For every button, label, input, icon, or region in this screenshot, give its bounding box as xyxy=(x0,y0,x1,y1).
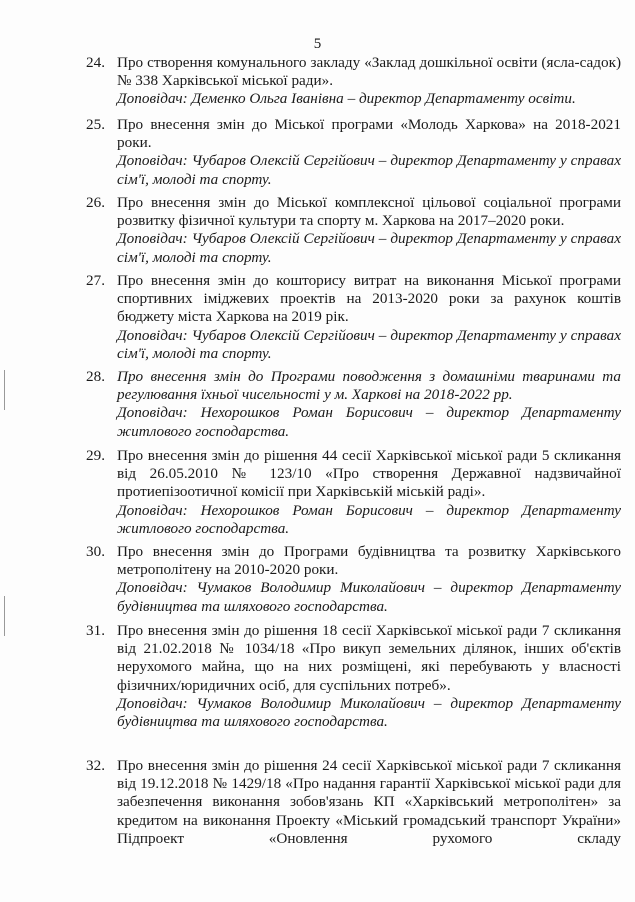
agenda-item xyxy=(86,116,621,189)
item-title: Про внесення змін до Програми поводження з домашніми тваринами та регулювання їхньої чисельності у м. Харкові на 2018-2022 рр. xyxy=(117,368,621,404)
margin-mark xyxy=(4,370,5,410)
speaker-label: Доповідач: xyxy=(117,404,188,422)
item-speaker xyxy=(117,327,621,363)
speaker-label: Доповідач: xyxy=(117,230,188,248)
item-title: Про внесення змін до Міської програми «Молодь Харкова» на 2018-2021 роки. xyxy=(117,116,621,152)
agenda-item xyxy=(86,543,621,616)
item-number: 25. xyxy=(86,116,105,133)
item-number: 26. xyxy=(86,194,105,211)
speaker-name: Чубаров Олексій Сергійович – директор Департаменту у справах сім'ї, молоді та спорту. xyxy=(117,152,621,188)
speaker-name: Нехорошков Роман Борисович – директор Департаменту житлового господарства. xyxy=(117,501,621,537)
item-speaker xyxy=(117,90,621,108)
speaker-label: Доповідач: xyxy=(117,90,188,108)
agenda-item xyxy=(86,194,621,267)
item-speaker xyxy=(117,579,621,615)
speaker-name: Чубаров Олексій Сергійович – директор Департаменту у справах сім'ї, молоді та спорту. xyxy=(117,326,621,362)
speaker-name: Деменко Ольга Іванівна – директор Департаменту освіти. xyxy=(191,90,576,108)
speaker-name: Чумаков Володимир Миколайович – директор Департаменту будівництва та шляхового господарства. xyxy=(117,694,622,731)
item-title: Про внесення змін до Міської комплексної цільової соціальної програми розвитку фізичної культури та спорту м. Харкова на 2017–2020 роки. xyxy=(117,194,621,230)
agenda-item xyxy=(86,622,621,731)
item-title: Про внесення змін до рішення 18 сесії Харківської міської ради 7 скликання від 21.02.2018 № 1034/18 «Про викуп земельних ділянок, інших об'єктів нерухомого майна, що на них розміщені, які перебувають у власності фізичних/юридичних осіб, для суспільних потреб». xyxy=(117,622,621,694)
margin-mark xyxy=(4,596,5,636)
agenda-item xyxy=(86,272,621,363)
item-title: Про внесення змін до рішення 44 сесії Харківської міської ради 5 скликання від 26.05.2010 № 123/10 «Про створення Державної надзвичайної протиепізоотичної комісії при Харківській міській раді». xyxy=(117,447,621,501)
item-title: Про внесення змін до кошторису витрат на виконання Міської програми спортивних іміджевих проектів на 2013-2020 роки за рахунок коштів бюджету міста Харкова на 2019 рік. xyxy=(117,272,621,326)
item-number: 24. xyxy=(86,54,105,71)
item-number: 32. xyxy=(86,757,105,774)
agenda-item xyxy=(86,447,621,538)
item-title: Про внесення змін до Програми будівництва та розвитку Харківського метрополітену на 2010-2020 роки. xyxy=(117,543,621,579)
item-speaker xyxy=(117,152,621,188)
speaker-name: Чумаков Володимир Миколайович – директор Департаменту будівництва та шляхового господарства. xyxy=(117,579,622,615)
item-number: 27. xyxy=(86,272,105,289)
item-number: 29. xyxy=(86,447,105,464)
speaker-label: Доповідач: xyxy=(117,152,188,170)
speaker-label: Доповідач: xyxy=(117,579,188,597)
speaker-name: Нехорошков Роман Борисович – директор Департаменту житлового господарства. xyxy=(117,404,621,440)
speaker-name: Чубаров Олексій Сергійович – директор Департаменту у справах сім'ї, молоді та спорту. xyxy=(117,230,621,266)
page-number: 5 xyxy=(313,36,322,52)
speaker-label: Доповідач: xyxy=(117,694,188,712)
item-speaker xyxy=(117,404,621,440)
item-number: 31. xyxy=(86,622,105,639)
item-title: Про внесення змін до рішення 24 сесії Харківської міської ради 7 скликання від 19.12.2018 № 1429/18 «Про надання гарантії Харківської міської ради для забезпечення виконання зобов'язань КП «Харківський метрополітен» за кредитом на виконання Проекту «Міський громадський транспорт України» Підпроект «Оновлення рухомого складу xyxy=(117,757,621,847)
item-speaker xyxy=(117,695,621,731)
speaker-label: Доповідач: xyxy=(117,501,188,519)
item-number: 30. xyxy=(86,543,105,560)
agenda-item xyxy=(86,54,621,109)
item-title: Про створення комунального закладу «Заклад дошкільної освіти (ясла-садок) № 338 Харківської міської ради». xyxy=(117,54,621,90)
item-speaker xyxy=(117,502,621,538)
item-speaker xyxy=(117,230,621,266)
item-number: 28. xyxy=(86,368,105,385)
agenda-item xyxy=(86,757,621,848)
agenda-item xyxy=(86,368,621,441)
speaker-label: Доповідач: xyxy=(117,326,188,344)
